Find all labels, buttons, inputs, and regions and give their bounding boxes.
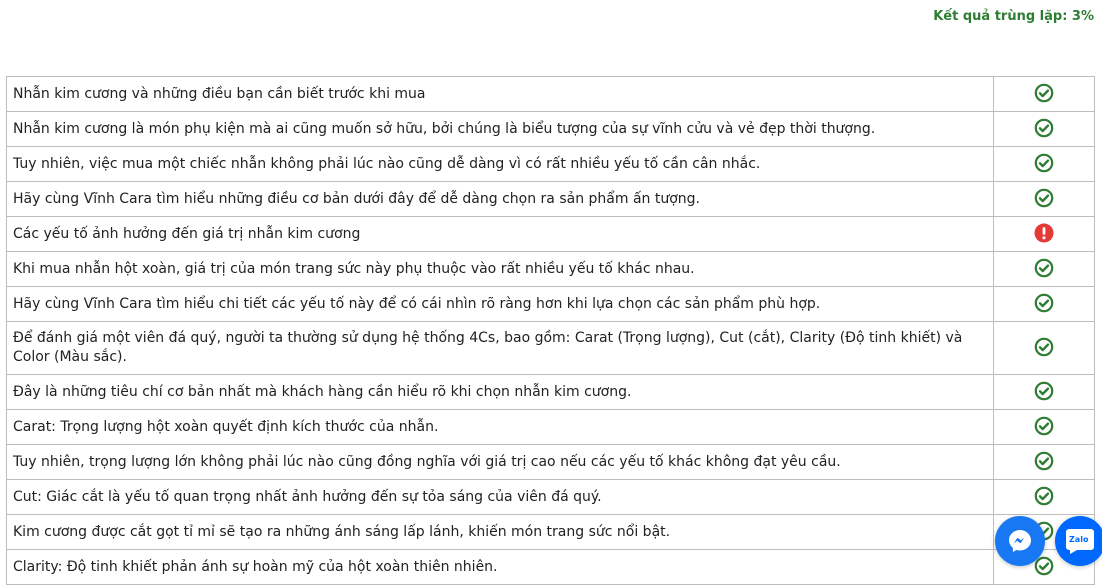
sentence-text: Nhẫn kim cương và những điều bạn cần biết trước khi mua	[7, 77, 994, 112]
sentence-text: Cut: Giác cắt là yếu tố quan trọng nhất ảnh hưởng đến sự tỏa sáng của viên đá quý.	[7, 480, 994, 515]
table-row	[7, 550, 1095, 585]
zalo-label: Zalo	[1069, 535, 1089, 544]
status-cell	[993, 252, 1094, 287]
result-table	[6, 76, 1095, 585]
check-circle-icon	[1034, 337, 1054, 357]
exclamation-circle-icon	[1034, 223, 1054, 243]
table-row	[7, 77, 1095, 112]
sentence-text: Tuy nhiên, trọng lượng lớn không phải lúc nào cũng đồng nghĩa với giá trị cao nếu các yếu tố khác không đạt yêu cầu.	[7, 445, 994, 480]
table-row	[7, 445, 1095, 480]
zalo-chat-button[interactable]	[1055, 516, 1102, 566]
table-row	[7, 287, 1095, 322]
status-cell	[993, 375, 1094, 410]
result-table-body	[7, 77, 1095, 585]
check-circle-icon	[1034, 83, 1054, 103]
sentence-text: Khi mua nhẫn hột xoàn, giá trị của món trang sức này phụ thuộc vào rất nhiều yếu tố khác nhau.	[7, 252, 994, 287]
table-row	[7, 147, 1095, 182]
check-circle-icon	[1034, 381, 1054, 401]
table-row	[7, 217, 1095, 252]
status-cell	[993, 480, 1094, 515]
status-cell	[993, 77, 1094, 112]
sentence-text: Để đánh giá một viên đá quý, người ta thường sử dụng hệ thống 4Cs, bao gồm: Carat (Trọng lượng), Cut (cắt), Clarity (Độ tinh khiết) và Color (Màu sắc).	[7, 322, 994, 375]
status-cell	[993, 182, 1094, 217]
table-row	[7, 515, 1095, 550]
sentence-text: Clarity: Độ tinh khiết phản ánh sự hoàn mỹ của hột xoàn thiên nhiên.	[7, 550, 994, 585]
duplicate-result-summary: Kết quả trùng lặp: 3%	[933, 9, 1094, 24]
check-circle-icon	[1034, 451, 1054, 471]
sentence-text: Kim cương được cắt gọt tỉ mỉ sẽ tạo ra những ánh sáng lấp lánh, khiến món trang sức nổi bật.	[7, 515, 994, 550]
status-cell	[993, 287, 1094, 322]
sentence-text: Hãy cùng Vĩnh Cara tìm hiểu những điều cơ bản dưới đây để dễ dàng chọn ra sản phẩm ấn tượng.	[7, 182, 994, 217]
status-cell	[993, 147, 1094, 182]
table-row	[7, 322, 1095, 375]
table-row	[7, 112, 1095, 147]
sentence-text: Nhẫn kim cương là món phụ kiện mà ai cũng muốn sở hữu, bởi chúng là biểu tượng của sự vĩnh cửu và vẻ đẹp thời thượng.	[7, 112, 994, 147]
status-cell	[993, 322, 1094, 375]
messenger-icon	[1006, 527, 1034, 555]
check-circle-icon	[1034, 486, 1054, 506]
sentence-text: Hãy cùng Vĩnh Cara tìm hiểu chi tiết các yếu tố này để có cái nhìn rõ ràng hơn khi lựa chọn các sản phẩm phù hợp.	[7, 287, 994, 322]
status-cell	[993, 112, 1094, 147]
messenger-chat-button[interactable]	[995, 516, 1045, 566]
status-cell	[993, 445, 1094, 480]
check-circle-icon	[1034, 118, 1054, 138]
sentence-text: Carat: Trọng lượng hột xoàn quyết định kích thước của nhẫn.	[7, 410, 994, 445]
table-row	[7, 182, 1095, 217]
sentence-text: Tuy nhiên, việc mua một chiếc nhẫn không phải lúc nào cũng dễ dàng vì có rất nhiều yếu tố cần cân nhắc.	[7, 147, 994, 182]
check-circle-icon	[1034, 416, 1054, 436]
table-row	[7, 410, 1095, 445]
check-circle-icon	[1034, 258, 1054, 278]
status-cell	[993, 410, 1094, 445]
check-circle-icon	[1034, 188, 1054, 208]
status-cell	[993, 217, 1094, 252]
sentence-text: Các yếu tố ảnh hưởng đến giá trị nhẫn kim cương	[7, 217, 994, 252]
check-circle-icon	[1034, 153, 1054, 173]
table-row	[7, 480, 1095, 515]
sentence-text: Đây là những tiêu chí cơ bản nhất mà khách hàng cần hiểu rõ khi chọn nhẫn kim cương.	[7, 375, 994, 410]
check-circle-icon	[1034, 293, 1054, 313]
table-row	[7, 252, 1095, 287]
table-row	[7, 375, 1095, 410]
